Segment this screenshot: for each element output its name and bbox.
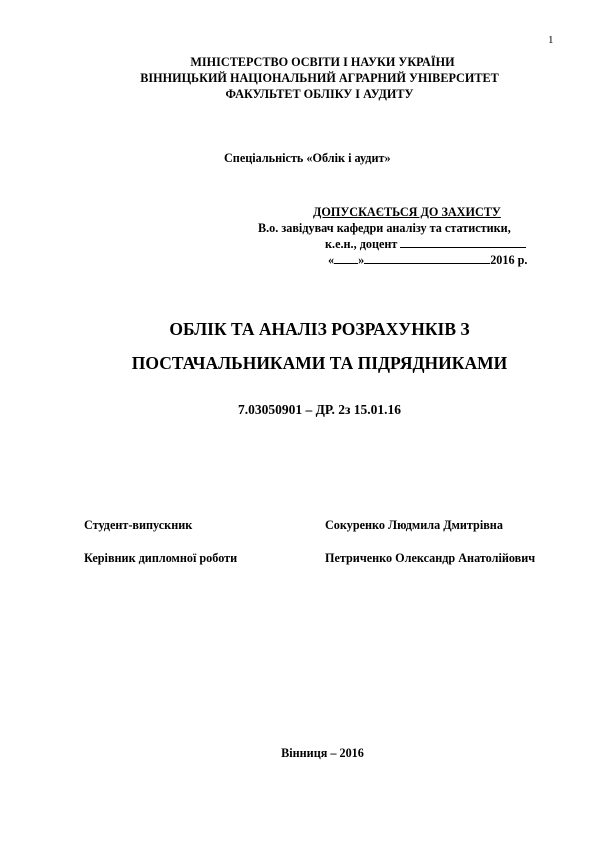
supervisor-name: Петриченко Олександр Анатолійович [325,551,536,565]
institution-header [0,54,595,102]
thesis-title-line-1: ОБЛІК ТА АНАЛІЗ РОЗРАХУНКІВ З [169,319,470,339]
approval-position: В.о. завідувач кафедри аналізу та статистики, [258,221,511,235]
student-role: Студент-випускник [84,518,193,532]
university-name: ВІННИЦЬКИЙ НАЦІОНАЛЬНИЙ АГРАРНИЙ УНІВЕРСИТЕТ [140,71,499,85]
approval-degree: к.е.н., доцент [325,237,398,251]
student-name: Сокуренко Людмила Дмитрівна [325,518,503,532]
date-close-quote: » [358,253,365,267]
faculty-name: ФАКУЛЬТЕТ ОБЛІКУ І АУДИТУ [225,87,414,101]
footer-city-year-row [0,746,595,761]
approval-signature-line [258,236,568,252]
specialty-label: Спеціальність «Облік і аудит» [224,151,391,165]
approval-block [258,204,568,268]
thesis-title [0,312,595,380]
supervisor-role: Керівник дипломної роботи [84,551,238,565]
thesis-title-line-2: ПОСТАЧАЛЬНИКАМИ ТА ПІДРЯДНИКАМИ [131,353,508,373]
approval-heading: ДОПУСКАЄТЬСЯ ДО ЗАХИСТУ [313,205,501,219]
document-code-row [0,402,595,418]
document-code: 7.03050901 – ДР. 2з 15.01.16 [237,402,402,417]
month-blank [364,252,490,264]
date-open-quote: « [328,253,335,267]
footer-city-year: Вінниця – 2016 [281,746,364,760]
approval-date-line [258,252,568,268]
ministry-name: МІНІСТЕРСТВО ОСВІТИ І НАУКИ УКРАЇНИ [190,55,455,69]
day-blank [334,252,358,264]
signature-blank [400,236,526,248]
approval-year: 2016 р. [490,253,528,267]
page-number: 1 [548,34,554,46]
